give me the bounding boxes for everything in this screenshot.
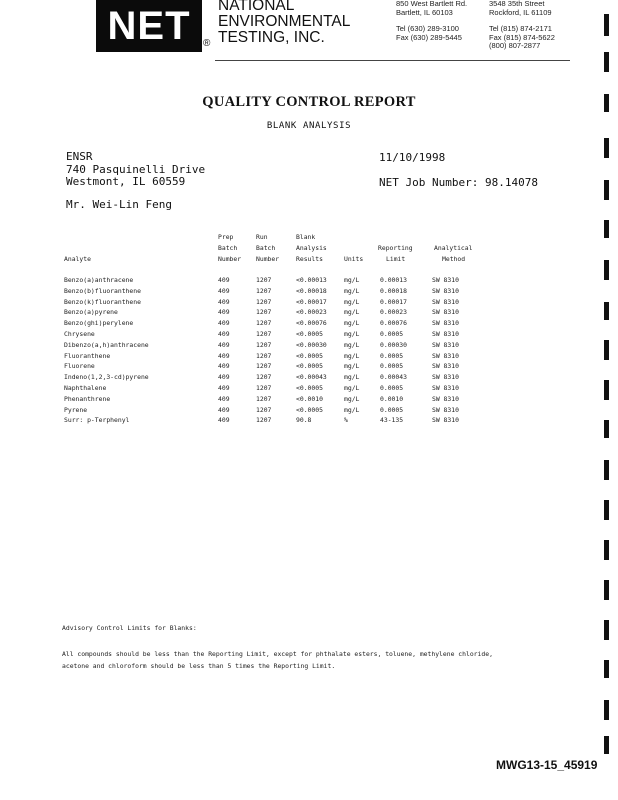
cell-result: <0.0005 [296,362,323,371]
header-text: Run [256,233,268,241]
cell-units: mg/L [344,362,360,371]
job-number [379,176,538,189]
cell-run: 1207 [256,405,272,414]
office-city: Bartlett, IL 60103 [396,7,453,17]
cell-run: 1207 [256,416,272,425]
table-row [0,383,618,394]
header-run-batch [256,232,279,264]
cell-run: 1207 [256,276,272,284]
client-street: 740 Pasquinelli Drive [66,162,206,176]
company-name [218,0,350,46]
cell-run: 1207 [256,340,272,349]
scan-edge-mark [604,340,609,360]
office-address-bartlett [396,0,467,42]
scan-edge-mark [604,14,609,36]
header-text: Method [442,254,466,263]
cell-method: SW 8310 [432,276,459,284]
cell-limit: 0.0005 [380,383,404,392]
table-row [0,286,618,297]
advisory-note-line-1: All compounds should be less than the Reporting Limit, except for phthalate esters, toluene, methylene chloride, [62,650,493,658]
cell-result: 90.8 [296,416,312,425]
cell-limit: 0.00013 [380,276,407,284]
cell-limit: 0.00076 [380,319,407,328]
advisory-title: Advisory Control Limits for Blanks: [62,624,197,632]
scan-edge-mark [604,700,609,720]
scan-edge-mark [604,540,609,560]
cell-limit: 0.0010 [380,394,404,403]
header-text: Batch [218,243,238,252]
cell-analyte: Fluorene [64,362,95,371]
cell-result: <0.0005 [296,405,323,414]
cell-run: 1207 [256,319,272,328]
cell-prep: 409 [218,340,230,349]
cell-prep: 409 [218,351,230,360]
cell-prep: 409 [218,383,230,392]
header-text: Analysis [296,243,327,252]
cell-units: mg/L [344,286,360,295]
table-row [0,340,618,351]
cell-analyte: Fluoranthene [64,351,111,360]
table-row [0,415,618,426]
cell-analyte: Pyrene [64,405,88,414]
cell-analyte: Benzo(b)fluoranthene [64,286,141,295]
cell-analyte: Benzo(a)anthracene [64,276,134,284]
cell-run: 1207 [256,297,272,306]
office-fax: Fax (815) 874-5622 [489,32,555,42]
cell-limit: 0.00018 [380,286,407,295]
cell-units: mg/L [344,319,360,328]
cell-method: SW 8310 [432,405,459,414]
cell-method: SW 8310 [432,351,459,360]
table-row [0,297,618,308]
office-tel: Tel (815) 874-2171 [489,24,552,33]
cell-run: 1207 [256,329,272,338]
cell-prep: 409 [218,416,230,425]
cell-result: <0.0010 [296,394,323,403]
cell-limit: 0.0005 [380,329,404,338]
cell-result: <0.00030 [296,340,327,349]
scan-edge-mark [604,500,609,520]
cell-method: SW 8310 [432,319,459,328]
table-row [0,318,618,329]
client-name: ENSR [66,150,93,163]
cell-analyte: Surr: p-Terphenyl [64,416,130,425]
cell-method: SW 8310 [432,297,459,306]
scan-edge-mark [604,620,609,640]
cell-method: SW 8310 [432,362,459,371]
scan-edge-mark [604,660,609,678]
cell-analyte: Benzo(ghi)perylene [64,319,134,328]
cell-prep: 409 [218,362,230,371]
cell-result: <0.00018 [296,286,327,295]
cell-prep: 409 [218,308,230,317]
header-analytical-method [434,243,472,265]
header-text: Blank [296,233,316,241]
scan-edge-mark [604,736,609,754]
cell-method: SW 8310 [432,308,459,317]
scan-edge-mark [604,94,609,112]
office-street: 3548 35th Street [489,0,545,8]
client-city: Westmont, IL 60559 [66,175,186,188]
cell-result: <0.00076 [296,319,327,328]
table-row [0,361,618,372]
scan-edge-mark [604,420,609,438]
header-text: Number [218,254,242,263]
header-text: Number [256,254,280,263]
cell-units: mg/L [344,297,360,306]
cell-analyte: Phenanthrene [64,394,111,403]
header-text: Results [296,254,323,263]
cell-units: mg/L [344,394,360,403]
cell-units: mg/L [344,373,360,382]
cell-limit: 0.00023 [380,308,407,317]
scan-edge-mark [604,138,609,158]
cell-units: mg/L [344,383,360,392]
scan-edge-mark [604,302,609,320]
header-text: Batch [256,243,276,252]
header-text: Analytical [434,244,473,252]
advisory-note [62,649,493,672]
cell-prep: 409 [218,373,230,382]
report-title: QUALITY CONTROL REPORT [202,94,416,110]
cell-prep: 409 [218,297,230,306]
header-text: Prep [218,233,234,241]
scan-edge-mark [604,580,609,600]
scan-edge-mark [604,380,609,400]
cell-limit: 0.00017 [380,297,407,306]
cell-method: SW 8310 [432,383,459,392]
cell-units: mg/L [344,329,360,338]
cell-units: mg/L [344,351,360,360]
cell-result: <0.0005 [296,351,323,360]
scan-edge-mark [604,52,609,72]
cell-result: <0.0005 [296,329,323,338]
cell-run: 1207 [256,373,272,382]
cell-prep: 409 [218,405,230,414]
net-logo: NET [96,0,202,52]
header-blank-results [296,232,327,264]
cell-run: 1207 [256,394,272,403]
cell-analyte: Benzo(k)fluoranthene [64,297,141,306]
cell-method: SW 8310 [432,394,459,403]
cell-run: 1207 [256,362,272,371]
cell-units: mg/L [344,308,360,317]
scan-edge-mark [604,180,609,200]
cell-run: 1207 [256,383,272,392]
office-address-rockford [489,0,555,51]
header-text: Limit [386,254,406,263]
cell-analyte: Benzo(a)pyrene [64,308,118,317]
cell-prep: 409 [218,329,230,338]
attention-line: Mr. Wei-Lin Feng [66,198,172,211]
cell-method: SW 8310 [432,329,459,338]
cell-method: SW 8310 [432,416,459,425]
table-row [0,372,618,383]
cell-result: <0.00043 [296,373,327,382]
cell-prep: 409 [218,319,230,328]
header-units: Units [344,255,364,263]
table-row [0,394,618,405]
header-prep-batch [218,232,241,264]
scan-edge-mark [604,260,609,280]
cell-run: 1207 [256,351,272,360]
cell-prep: 409 [218,276,230,284]
cell-analyte: Chrysene [64,329,95,338]
cell-units: mg/L [344,340,360,349]
job-number-label: NET Job Number: [379,176,479,189]
scan-edge-mark [604,460,609,480]
table-row [0,307,618,318]
cell-prep: 409 [218,286,230,295]
cell-limit: 0.0005 [380,362,404,371]
letterhead-divider [215,60,570,61]
cell-method: SW 8310 [432,373,459,382]
office-fax: Fax (630) 289-5445 [396,32,462,42]
table-row [0,405,618,416]
cell-limit: 0.00043 [380,373,407,382]
cell-limit: 0.0005 [380,351,404,360]
client-address [66,151,205,189]
office-tel: Tel (630) 289-3100 [396,24,459,33]
cell-limit: 43-135 [380,416,404,425]
cell-units: mg/L [344,276,360,284]
office-city: Rockford, IL 61109 [489,7,552,17]
table-row [0,351,618,362]
company-name-line-2: ENVIRONMENTAL [218,13,351,30]
report-subtitle: BLANK ANALYSIS [266,121,352,131]
cell-units: % [344,416,348,425]
header-text: Reporting [378,244,413,252]
office-street: 850 West Bartlett Rd. [396,0,468,8]
cell-prep: 409 [218,394,230,403]
cell-analyte: Indeno(1,2,3-cd)pyrene [64,373,149,382]
document-id: MWG13-15_45919 [496,758,598,772]
report-date: 11/10/1998 [379,151,446,164]
cell-limit: 0.0005 [380,405,404,414]
company-name-line-1: NATIONAL [218,0,295,14]
office-phone: (800) 807-2877 [489,41,541,50]
company-name-line-3: TESTING, INC. [218,29,325,46]
registered-mark: ® [203,38,211,49]
table-row [0,329,618,340]
cell-method: SW 8310 [432,286,459,295]
advisory-note-line-2: acetone and chloroform should be less than 5 times the Reporting Limit. [62,661,336,670]
table-row [0,275,618,286]
cell-analyte: Naphthalene [64,383,107,392]
job-number-value: 98.14078 [484,176,538,189]
cell-result: <0.00013 [296,276,327,284]
cell-result: <0.00023 [296,308,327,317]
cell-limit: 0.00030 [380,340,407,349]
cell-analyte: Dibenzo(a,h)anthracene [64,340,149,349]
cell-run: 1207 [256,286,272,295]
cell-result: <0.0005 [296,383,323,392]
cell-units: mg/L [344,405,360,414]
scan-edge-mark [604,220,609,238]
header-analyte: Analyte [64,255,91,263]
cell-result: <0.00017 [296,297,327,306]
cell-method: SW 8310 [432,340,459,349]
header-reporting-limit [378,243,413,265]
results-table [0,275,618,426]
cell-run: 1207 [256,308,272,317]
